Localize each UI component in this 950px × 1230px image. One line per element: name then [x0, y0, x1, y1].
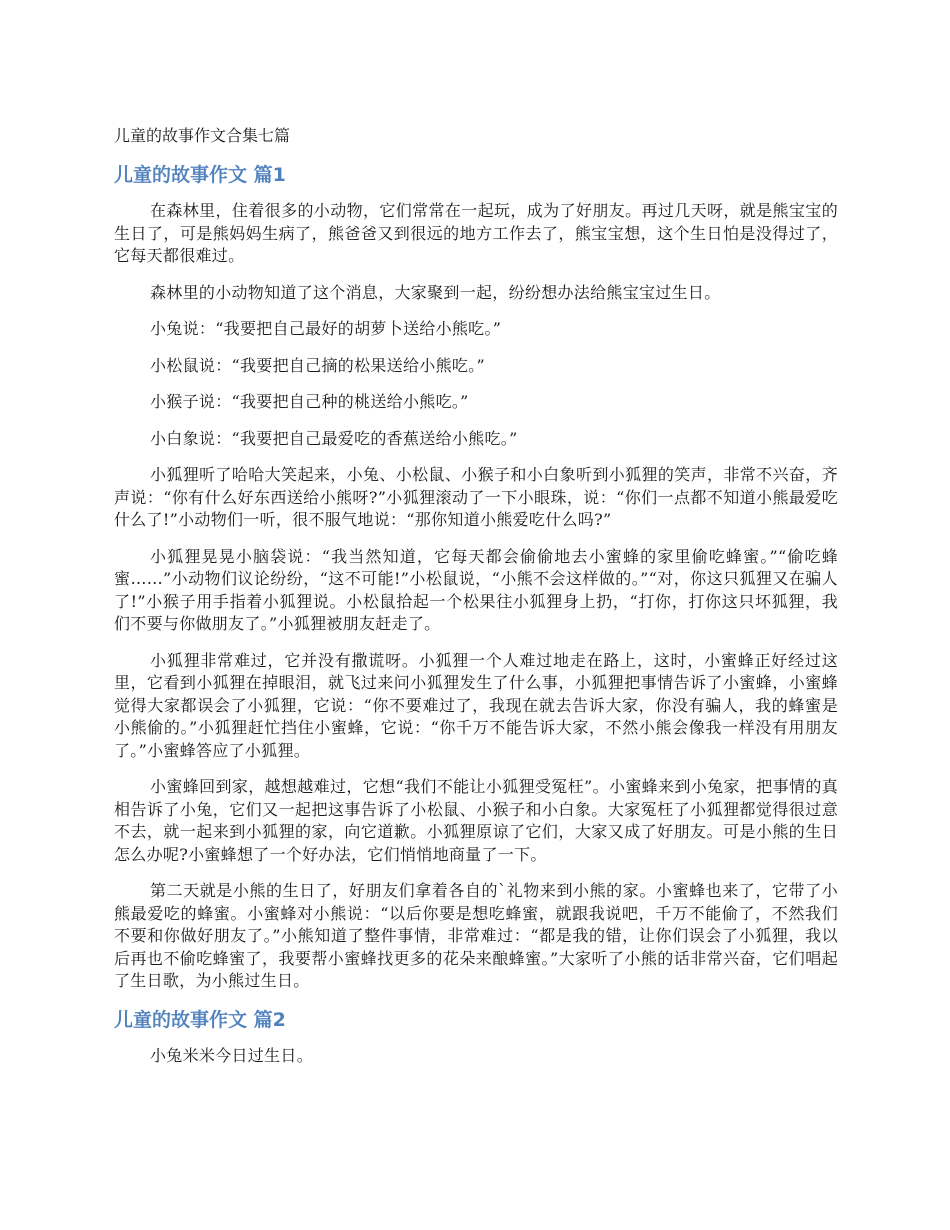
- paragraph: 在森林里，住着很多的小动物，它们常常在一起玩，成为了好朋友。再过几天呀，就是熊宝宝的生日了，可是熊妈妈生病了，熊爸爸又到很远的地方工作去了，熊宝宝想，这个生日怕是没得过了，它每天都很难过。: [114, 201, 838, 265]
- paragraph: 小猴子说：“我要把自己种的桃送给小熊吃。”: [150, 392, 469, 411]
- section-heading-1: 儿童的故事作文 篇1: [114, 164, 286, 186]
- section-1: [114, 162, 838, 993]
- section-2: [114, 1007, 838, 1068]
- paragraph: 小兔说：“我要把自己最好的胡萝卜送给小熊吃。”: [150, 319, 502, 338]
- paragraph: 小狐狸听了哈哈大笑起来，小兔、小松鼠、小猴子和小白象听到小狐狸的笑声，非常不兴奋，齐声说：“你有什么好东西送给小熊呀?”小狐狸滚动了一下小眼珠，说：“你们一点都不知道小熊最爱吃什么了!”小动物们一听，很不服气地说：“那你知道小熊爱吃什么吗?”: [114, 465, 838, 529]
- paragraph: 小白象说：“我要把自己最爱吃的香蕉送给小熊吃。”: [150, 428, 518, 448]
- document-content: [114, 124, 838, 1081]
- paragraph: 小狐狸非常难过，它并没有撒谎呀。小狐狸一个人难过地走在路上，这时，小蜜蜂正好经过这里，它看到小狐狸在掉眼泪，就飞过来问小狐狸发生了什么事，小狐狸把事情告诉了小蜜蜂，小蜜蜂觉得大家都误会了小狐狸，它说：“你不要难过了，我现在就去告诉大家，你没有骗人，我的蜂蜜是小熊偷的。”小狐狸赶忙挡住小蜜蜂，它说：“你千万不能告诉大家，不然小熊会像我一样没有用朋友了。”小蜜蜂答应了小狐狸。: [114, 650, 838, 760]
- paragraph: 小松鼠说：“我要把自己摘的松果送给小熊吃。”: [150, 355, 485, 375]
- paragraph: 小蜜蜂回到家，越想越难过，它想“我们不能让小狐狸受冤枉”。小蜜蜂来到小兔家，把事情的真相告诉了小兔，它们又一起把这事告诉了小松鼠、小猴子和小白象。大家冤枉了小狐狸都觉得很过意不去，就一起来到小狐狸的家，向它道歉。小狐狸原谅了它们，大家又成了好朋友。可是小熊的生日怎么办呢?小蜜蜂想了一个好办法，它们悄悄地商量了一下。: [114, 777, 838, 864]
- document-title: 儿童的故事作文合集七篇: [114, 126, 291, 145]
- section-heading-2: 儿童的故事作文 篇2: [114, 1008, 286, 1031]
- paragraph: 小兔米米今日过生日。: [150, 1045, 314, 1065]
- paragraph: 第二天就是小熊的生日了，好朋友们拿着各自的`礼物来到小熊的家。小蜜蜂也来了，它带了小熊最爱吃的蜂蜜。小蜜蜂对小熊说：“以后你要是想吃蜂蜜，就跟我说吧，千万不能偷了，不然我们不要和你做好朋友了。”小熊知道了整件事情，非常难过：“都是我的错，让你们误会了小狐狸，我以后再也不偷吃蜂蜜了，我要帮小蜜蜂找更多的花朵来酿蜂蜜。”大家听了小熊的话非常兴奋，它们唱起了生日歌，为小熊过生日。: [114, 881, 838, 990]
- paragraph: 小狐狸晃晃小脑袋说：“我当然知道，它每天都会偷偷地去小蜜蜂的家里偷吃蜂蜜。”“偷吃蜂蜜……”小动物们议论纷纷，“这不可能!”小松鼠说，“小熊不会这样做的。”“对，你这只狐狸又在骗人了!”小猴子用手指着小狐狸说。小松鼠拾起一个松果往小狐狸身上扔，“打你，打你这只坏狐狸，我们不要与你做朋友了。”小狐狸被朋友赶走了。: [114, 546, 838, 633]
- paragraph: 森林里的小动物知道了这个消息，大家聚到一起，纷纷想办法给熊宝宝过生日。: [150, 282, 721, 302]
